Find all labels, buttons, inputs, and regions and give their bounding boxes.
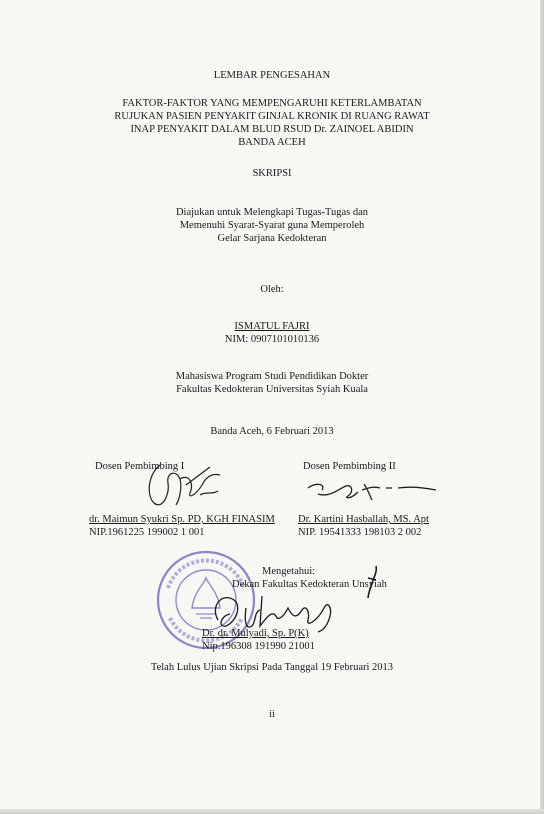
thesis-title-line: BANDA ACEH [238, 137, 306, 148]
supervisor-2-signature [300, 476, 440, 506]
supervisor-2-label: Dosen Pembimbing II [303, 461, 396, 472]
document-type: SKRIPSI [252, 168, 292, 179]
purpose-line: Memenuhi Syarat-Syarat guna Memperoleh [179, 220, 365, 231]
supervisor-1-label: Dosen Pembimbing I [95, 461, 185, 472]
dean-nip: Nip.196308 191990 21001 [202, 641, 315, 652]
checkmark-icon [362, 562, 382, 602]
paper-edge-bottom [0, 809, 544, 814]
thesis-title-line: FAKTOR-FAKTOR YANG MEMPENGARUHI KETERLAMBATAN [122, 98, 422, 109]
place-date: Banda Aceh, 6 Februari 2013 [210, 426, 334, 437]
supervisor-1-signature [140, 455, 230, 515]
supervisor-2-nip: NIP. 19541333 198103 2 002 [298, 527, 422, 538]
supervisor-1-nip: NIP.1961225 199002 1 001 [89, 527, 205, 538]
purpose-statement [0, 206, 544, 245]
by-label: Oleh: [260, 284, 284, 295]
dean-title: Dekan Fakultas Kedokteran Unsyiah [232, 579, 387, 590]
author-nim: NIM: 0907101010136 [224, 334, 320, 345]
thesis-title-line: RUJUKAN PASIEN PENYAKIT GINJAL KRONIK DI RUANG RAWAT [114, 111, 430, 122]
supervisor-1-name: dr. Maimun Syukri Sp. PD, KGH FINASIM [89, 514, 275, 525]
purpose-line: Diajukan untuk Melengkapi Tugas-Tugas dan [175, 207, 369, 218]
program-line: Fakultas Kedokteran Universitas Syiah Kuala [176, 384, 368, 395]
exam-passed-statement: Telah Lulus Ujian Skripsi Pada Tanggal 19 Februari 2013 [150, 662, 394, 673]
page-heading: LEMBAR PENGESAHAN [213, 70, 331, 81]
program-line: Mahasiswa Program Studi Pendidikan Dokter [175, 371, 369, 382]
acknowledged-label: Mengetahui: [262, 566, 316, 577]
author-name: ISMATUL FAJRI [234, 321, 310, 332]
page-number: ii [269, 709, 275, 720]
study-program [0, 370, 544, 396]
thesis-title [0, 97, 544, 149]
supervisor-2-name: Dr. Kartini Hasballah, MS. Apt [298, 514, 429, 525]
thesis-title-line: INAP PENYAKIT DALAM BLUD RSUD Dr. ZAINOEL ABIDIN [130, 124, 414, 135]
purpose-line: Gelar Sarjana Kedokteran [217, 233, 327, 244]
dean-name: Dr. dr. Mulyadi, Sp. P(K) [202, 628, 309, 639]
paper-edge-right [540, 0, 544, 814]
